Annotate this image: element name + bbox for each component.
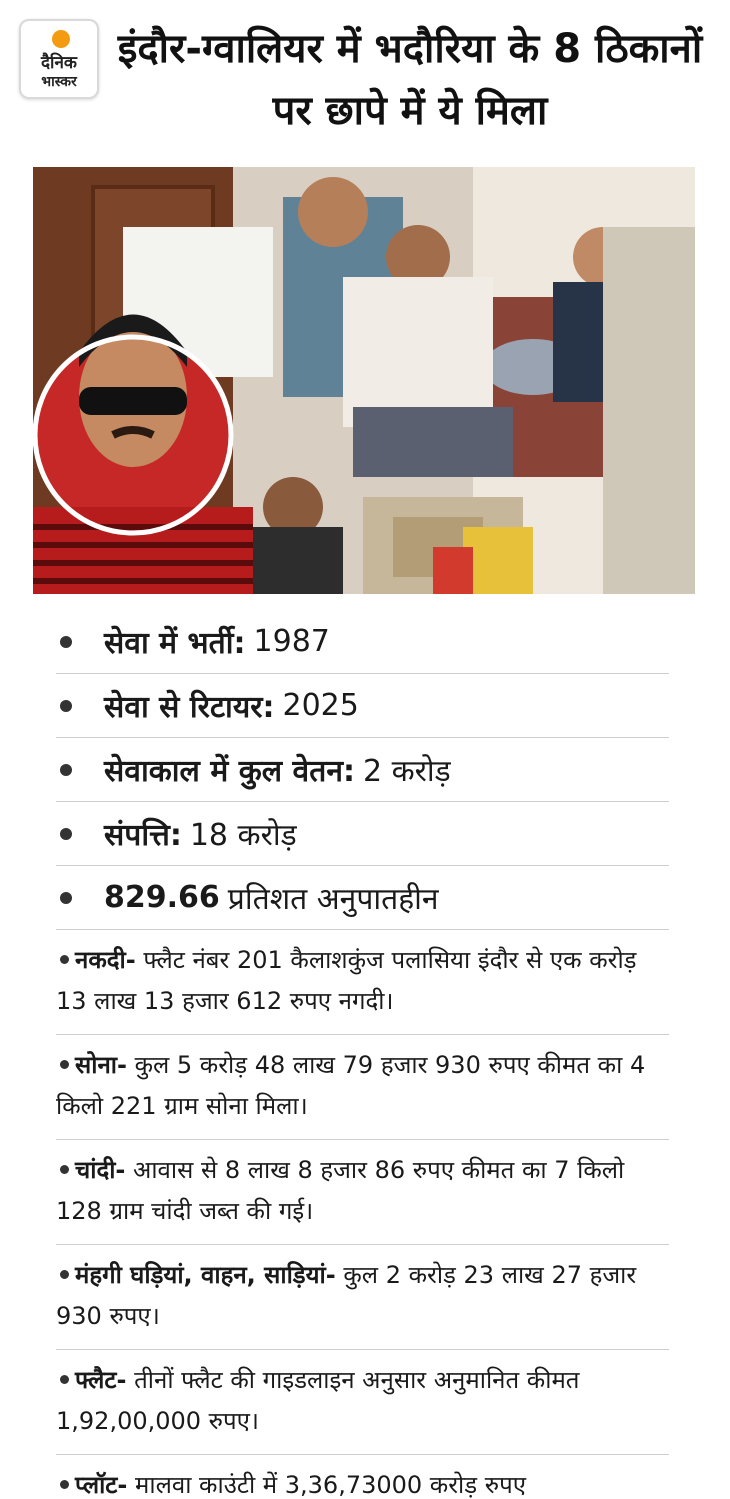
detail-label: चांदी- — [75, 1156, 126, 1184]
summary-row-property — [56, 802, 669, 866]
summary-value: प्रतिशत अनुपातहीन — [227, 882, 439, 917]
bullet-icon — [60, 1165, 69, 1174]
detail-row-watches-vehicles-sarees — [56, 1245, 669, 1350]
summary-row-retirement — [56, 674, 669, 738]
summary-value: 18 करोड़ — [189, 818, 297, 853]
summary-label: 829.66 — [104, 880, 220, 915]
detail-label: सोना- — [75, 1051, 127, 1079]
detail-row-silver — [56, 1140, 669, 1245]
summary-row-disproportionate — [56, 866, 669, 930]
summary-value: 1987 — [253, 624, 330, 659]
summary-label: सेवा से रिटायर: — [104, 690, 275, 725]
bullet-icon — [60, 892, 72, 904]
detail-label: मंहगी घड़ियां, वाहन, साड़ियां- — [75, 1261, 336, 1289]
bullet-icon — [60, 1060, 69, 1069]
bullet-icon — [60, 1375, 69, 1384]
summary-label: सेवाकाल में कुल वेतन: — [104, 754, 355, 789]
bullet-icon — [60, 1480, 69, 1489]
summary-value: 2 करोड़ — [362, 754, 451, 789]
bullet-icon — [60, 1270, 69, 1279]
detail-text: कुल 2 करोड़ 23 लाख 27 हजार 930 रुपए। — [56, 1261, 637, 1330]
detail-text: तीनों फ्लैट की गाइडलाइन अनुसार अनुमानित कीमत 1,92,00,000 रुपए। — [56, 1366, 580, 1435]
detail-row-flat — [56, 1350, 669, 1455]
detail-label: फ्लैट- — [75, 1366, 127, 1394]
summary-label: संपत्ति: — [104, 818, 182, 853]
summary-value: 2025 — [282, 688, 359, 723]
logo-line-2: भास्कर — [41, 74, 77, 90]
detail-text: आवास से 8 लाख 8 हजार 86 रुपए कीमत का 7 किलो 128 ग्राम चांदी जब्त की गई। — [56, 1156, 625, 1225]
raid-photo — [33, 167, 695, 594]
bullet-icon — [60, 955, 69, 964]
header — [0, 0, 730, 160]
detail-text: कुल 5 करोड़ 48 लाख 79 हजार 930 रुपए कीमत का 4 किलो 221 ग्राम सोना मिला। — [56, 1051, 646, 1120]
details-list — [56, 930, 669, 1499]
detail-text: मालवा काउंटी में 3,36,73000 करोड़ रुपए — [135, 1471, 526, 1499]
bullet-icon — [60, 828, 72, 840]
summary-list — [56, 610, 669, 930]
bullet-icon — [60, 636, 72, 648]
sun-icon — [52, 30, 70, 48]
dainik-bhaskar-logo[interactable] — [19, 19, 99, 99]
logo-line-1: दैनिक — [41, 53, 77, 73]
detail-label: प्लॉट- — [75, 1471, 128, 1499]
detail-row-gold — [56, 1035, 669, 1140]
bullet-icon — [60, 764, 72, 776]
detail-label: नकदी- — [75, 946, 136, 974]
page-title: इंदौर-ग्वालियर में भदौरिया के 8 ठिकानों पर छापे में ये मिला — [117, 26, 703, 134]
detail-row-plot — [56, 1455, 669, 1499]
summary-label: सेवा में भर्ती: — [104, 626, 246, 661]
detail-row-cash — [56, 930, 669, 1035]
summary-row-total-salary — [56, 738, 669, 802]
summary-row-service-join — [56, 610, 669, 674]
bullet-icon — [60, 700, 72, 712]
detail-text: फ्लैट नंबर 201 कैलाशकुंज पलासिया इंदौर से एक करोड़ 13 लाख 13 हजार 612 रुपए नगदी। — [56, 946, 637, 1015]
